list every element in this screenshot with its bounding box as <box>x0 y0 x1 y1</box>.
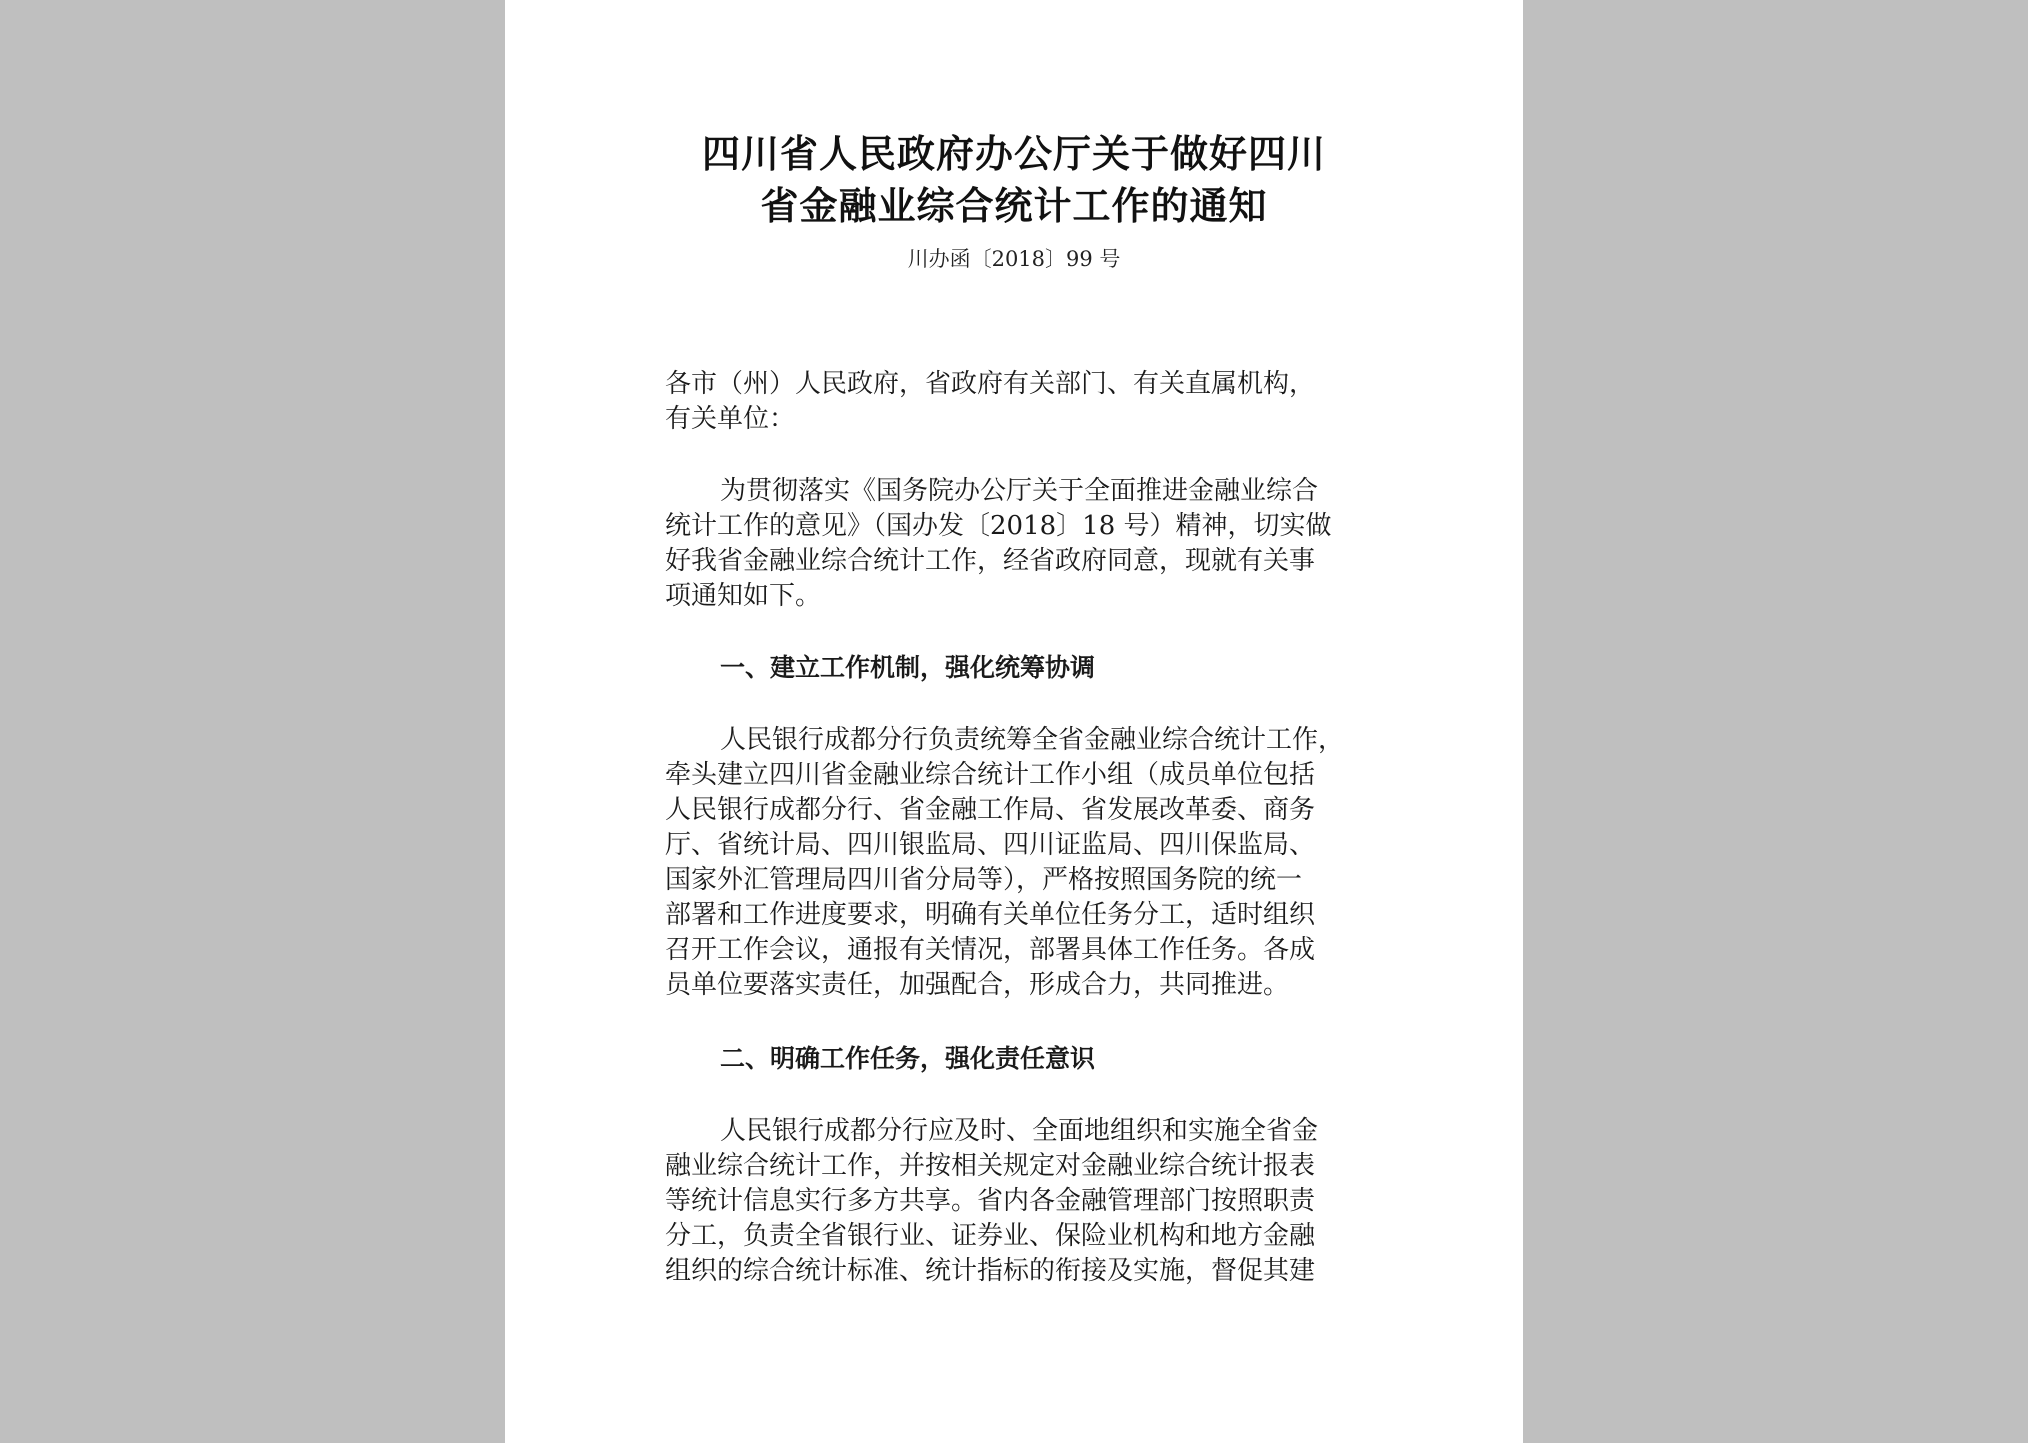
section-2-heading: 二、明确工作任务，强化责任意识 <box>720 1044 1096 1073</box>
section-1-line: 国家外汇管理局四川省分局等），严格按照国务院的统一 <box>665 865 1303 895</box>
document-page <box>505 0 1523 1443</box>
addressee-line: 有关单位： <box>665 404 796 434</box>
section-2-line: 组织的综合统计标准、统计指标的衔接及实施，督促其建 <box>665 1256 1316 1286</box>
section-1-line: 人民银行成都分行、省金融工作局、省发展改革委、商务 <box>665 795 1316 825</box>
section-1-line: 人民银行成都分行负责统筹全省金融业综合统计工作， <box>720 725 1345 755</box>
section-2-line: 人民银行成都分行应及时、全面地组织和实施全省金 <box>720 1116 1319 1146</box>
section-1-line: 牵头建立四川省金融业综合统计工作小组（成员单位包括 <box>665 760 1316 790</box>
intro-line: 为贯彻落实《国务院办公厅关于全面推进金融业综合 <box>720 476 1319 506</box>
section-1-line: 部署和工作进度要求，明确有关单位任务分工，适时组织 <box>665 900 1316 930</box>
intro-line: 项通知如下。 <box>665 581 822 611</box>
document-title-line-2: 省金融业综合统计工作的通知 <box>760 184 1268 228</box>
section-1-heading: 一、建立工作机制，强化统筹协调 <box>720 653 1096 682</box>
intro-line: 好我省金融业综合统计工作，经省政府同意，现就有关事 <box>665 546 1316 576</box>
section-1-line: 厅、省统计局、四川银监局、四川证监局、四川保监局、 <box>665 830 1316 860</box>
section-2-line: 分工，负责全省银行业、证券业、保险业机构和地方金融 <box>665 1221 1316 1251</box>
document-title-line-1: 四川省人民政府办公厅关于做好四川 <box>701 132 1326 176</box>
intro-line: 统计工作的意见》（国办发〔2018〕18 号）精神，切实做 <box>665 511 1332 541</box>
addressee-line: 各市（州）人民政府，省政府有关部门、有关直属机构， <box>665 369 1316 399</box>
section-2-line: 等统计信息实行多方共享。省内各金融管理部门按照职责 <box>665 1186 1316 1216</box>
section-2-line: 融业综合统计工作，并按相关规定对金融业综合统计报表 <box>665 1151 1316 1181</box>
section-1-line: 员单位要落实责任，加强配合，形成合力，共同推进。 <box>665 970 1290 1000</box>
section-1-line: 召开工作会议，通报有关情况，部署具体工作任务。各成 <box>665 935 1316 965</box>
document-number: 川办函〔2018〕99 号 <box>907 247 1121 271</box>
